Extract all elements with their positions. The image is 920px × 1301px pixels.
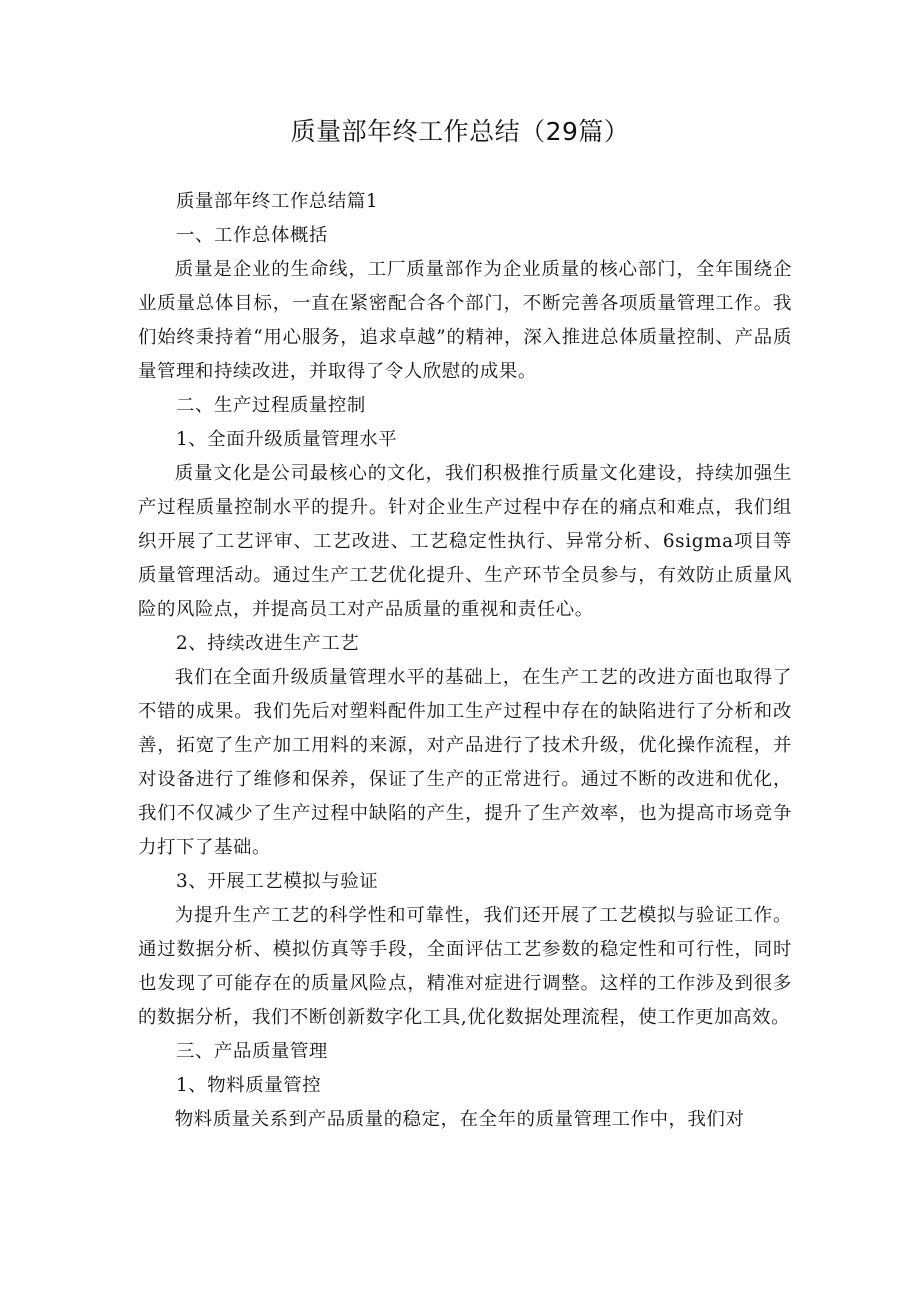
document-body (138, 185, 792, 1137)
subheading-upgrade-management: 1、全面升级质量管理水平 (176, 429, 398, 450)
paragraph-improve-process: 我们在全面升级质量管理水平的基础上，在生产工艺的改进方面也取得了不错的成果。我们先后对塑料配件加工生产过程中存在的缺陷进行了分析和改善，拓宽了生产加工用料的来源，对产品进行了技术升级，优化操作流程，并对设备进行了维修和保养，保证了生产的正常进行。通过不断的改进和优化，我们不仅减少了生产过程中缺陷的产生，提升了生产效率，也为提高市场竞争力打下了基础。 (138, 667, 792, 858)
subheading-simulation-verification: 3、开展工艺模拟与验证 (176, 871, 379, 892)
paragraph-simulation-verification: 为提升生产工艺的科学性和可靠性，我们还开展了工艺模拟与验证工作。通过数据分析、模拟仿真等手段，全面评估工艺参数的稳定性和可行性，同时也发现了可能存在的质量风险点，精准对症进行调整。这样的工作涉及到很多的数据分析，我们不断创新数字化工具,优化数据处理流程，使工作更加高效。 (138, 905, 792, 1028)
paragraph-upgrade-management: 质量文化是公司最核心的文化，我们积极推行质量文化建设，持续加强生产过程质量控制水平的提升。针对企业生产过程中存在的痛点和难点，我们组织开展了工艺评审、工艺改进、工艺稳定性执行、异常分析、6sigma项目等质量管理活动。通过生产工艺优化提升、生产环节全员参与，有效防止质量风险的风险点，并提高员工对产品质量的重视和责任心。 (138, 463, 792, 620)
paragraph-overview: 质量是企业的生命线，工厂质量部作为企业质量的核心部门，全年围绕企业质量总体目标，一直在紧密配合各个部门，不断完善各项质量管理工作。我们始终秉持着“用心服务，追求卓越”的精神，深入推进总体质量控制、产品质量管理和持续改进，并取得了令人欣慰的成果。 (138, 259, 792, 382)
subheading-material-control: 1、物料质量管控 (176, 1075, 322, 1096)
paragraph-material-control: 物料质量关系到产品质量的稳定，在全年的质量管理工作中，我们对 (174, 1109, 745, 1130)
section-heading-product-quality: 三、产品质量管理 (176, 1041, 328, 1062)
document-title: 质量部年终工作总结（29篇） (290, 117, 630, 146)
section-heading-overview: 一、工作总体概括 (176, 225, 328, 246)
section-heading-article-1: 质量部年终工作总结篇1 (176, 191, 379, 212)
section-heading-process-control: 二、生产过程质量控制 (176, 395, 366, 416)
subheading-improve-process: 2、持续改进生产工艺 (176, 633, 360, 654)
